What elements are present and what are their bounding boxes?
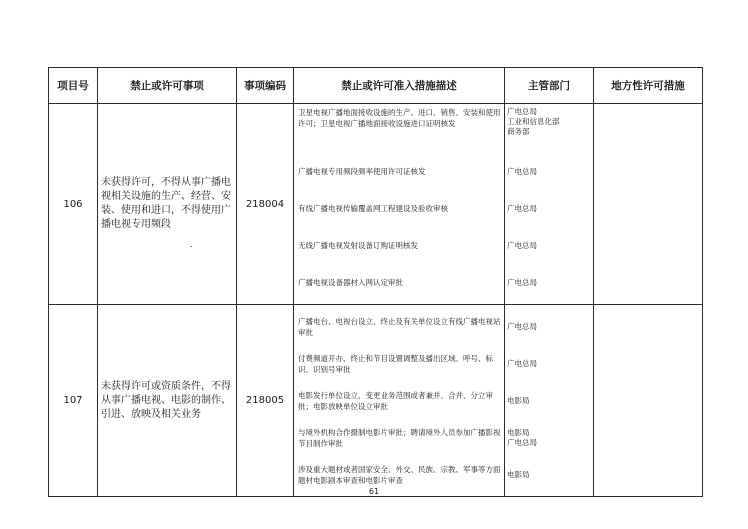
row-measures [294, 305, 505, 497]
measure-item: 电影发行单位设立、变更业务范围或者兼并、合并、分立审批；电影放映单位设立审批 [298, 390, 493, 411]
measure-item: 广播电视专用频段频率使用许可证核发 [298, 167, 426, 176]
header-local: 地方性许可措施 [594, 68, 703, 104]
table-header-row [49, 68, 703, 104]
department-item: 广电总局 [507, 277, 537, 287]
scan-speck [190, 246, 192, 247]
header-department: 主管部门 [505, 68, 594, 104]
row-departments [505, 305, 594, 497]
row-measures [294, 104, 505, 305]
row-local-measures [594, 104, 703, 305]
department-item: 广电总局 [507, 240, 537, 250]
row-code: 218004 [237, 104, 294, 305]
measure-item: 涉及重大题材或者国家安全、外交、民族、宗教、军事等方面题材电影剧本审查和电影片审查 [298, 464, 501, 485]
page-number: 61 [368, 487, 380, 496]
row-item-no: 107 [49, 305, 98, 497]
department-item: 广电总局 工业和信息化部 商务部 [507, 107, 560, 136]
department-item: 电影局 广电总局 [507, 427, 537, 447]
department-item: 广电总局 [507, 321, 537, 331]
measure-item: 广播电视设备器材入网认定审批 [298, 278, 403, 287]
row-item: 未获得许可或资质条件，不得从事广播电视、电影的制作、引进、放映及相关业务 [98, 305, 237, 497]
measure-item: 卫星电视广播地面接收设施的生产、进口、销售、安装和使用许可；卫星电视广播地面接收设施进口证明核发 [298, 108, 501, 128]
department-item: 广电总局 [507, 203, 537, 213]
row-item-no: 106 [49, 104, 98, 305]
row-departments [505, 104, 594, 305]
permit-table [48, 67, 703, 497]
department-item: 电影局 [507, 395, 530, 405]
department-item: 广电总局 [507, 166, 537, 176]
header-item: 禁止或许可事项 [98, 68, 237, 104]
measure-item: 有线广播电视传输覆盖网工程建设及验收审核 [298, 204, 448, 213]
table-row [49, 104, 703, 305]
header-measures: 禁止或许可准入措施描述 [294, 68, 505, 104]
measure-item: 无线广播电视发射设备订购证明核发 [298, 241, 418, 250]
department-item: 广电总局 [507, 358, 537, 368]
header-code: 事项编码 [237, 68, 294, 104]
row-local-measures [594, 305, 703, 497]
measure-item: 付费频道开办、终止和节目设置调整及播出区域、呼号、标识、识别号审批 [298, 353, 493, 374]
row-item: 未获得许可，不得从事广播电视相关设施的生产、经营、安装、使用和进口，不得使用广播电视专用频段 [98, 104, 237, 305]
header-item-no: 项目号 [49, 68, 98, 104]
table-row [49, 305, 703, 497]
row-code: 218005 [237, 305, 294, 497]
measure-item: 与境外机构合作摄制电影片审批；聘请境外人员参加广播影视节目制作审批 [298, 427, 501, 448]
measure-item: 广播电台、电视台设立、终止及有关单位设立有线广播电视站审批 [298, 316, 501, 337]
department-item: 电影局 [507, 469, 530, 479]
